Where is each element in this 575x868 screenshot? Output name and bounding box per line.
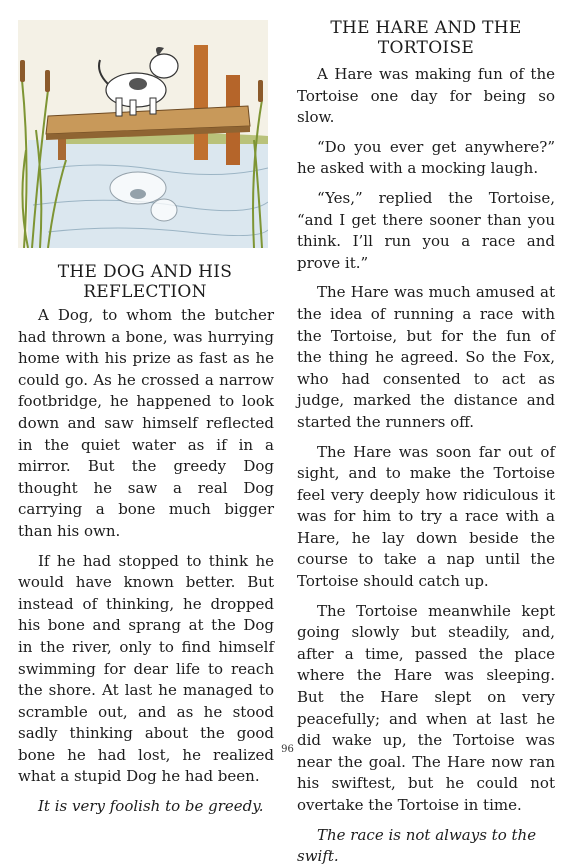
- hare-paragraph: The Tortoise meanwhile kept going slowly but steadily, and, after a time, passed the place where the Hare was sleeping. But the Hare slept on very peacefully; and when at last he did wake up, the Tortoise was near the goal. The Hare now ran his swiftest, but he could not overtake the Tortoise in time.: [297, 601, 555, 814]
- hare-paragraph: The Hare was soon far out of sight, and to make the Tortoise feel very deeply how ridiculous it was for him to try a race with a Hare, he lay down beside the course to take a nap until the Tortoise should catch up.: [297, 442, 555, 591]
- dog-title-line1: THE DOG AND HIS: [57, 262, 233, 282]
- hare-paragraph: A Hare was making fun of the Tortoise one day for being so slow.: [297, 65, 555, 127]
- hare-paragraph: “Do you ever get anywhere?” he asked with a mocking laugh.: [297, 137, 555, 178]
- dog-paragraph: A Dog, to whom the butcher had thrown a bone, was hurrying home with his prize as fast as he could go. As he crossed a narrow footbridge, he happened to look down and saw himself reflected in the quiet water as if in a mirror. But the greedy Dog thought he saw a real Dog carrying a bone much bigger than his own.: [18, 306, 274, 540]
- hare-story: [297, 18, 555, 868]
- dog-paragraph: If he had stopped to think he would have known better. But instead of thinking, he dropped his bone and sprang at the Dog in the river, only to find himself swimming for dear life to reach the shore. At last he managed to scramble out, and as he stood sadly thinking about the good bone he had lost, he realized what a stupid Dog he had been.: [18, 551, 274, 786]
- dog-footbridge-illustration: [18, 20, 268, 248]
- dog-story-title: [16, 262, 274, 308]
- dog-moral: It is very foolish to be greedy.: [38, 797, 264, 816]
- hare-moral: The race is not always to the swift.: [297, 825, 537, 866]
- page-number: 96: [281, 744, 294, 755]
- hare-story-title: [297, 18, 555, 58]
- hare-title-line1: THE HARE AND THE: [330, 18, 522, 38]
- dog-story-body: [18, 305, 274, 818]
- hare-title-line2: TORTOISE: [377, 38, 475, 58]
- hare-paragraph: “Yes,” replied the Tortoise, “and I get there sooner than you think. I’ll run you a race and prove it.”: [297, 188, 555, 272]
- hare-paragraph: The Hare was much amused at the idea of running a race with the Tortoise, but for the fun of the thing he agreed. So the Fox, who had consented to act as judge, marked the distance and started the runners off.: [297, 283, 555, 431]
- bridge-post: [194, 45, 208, 160]
- dog-title-line2: REFLECTION: [83, 282, 207, 302]
